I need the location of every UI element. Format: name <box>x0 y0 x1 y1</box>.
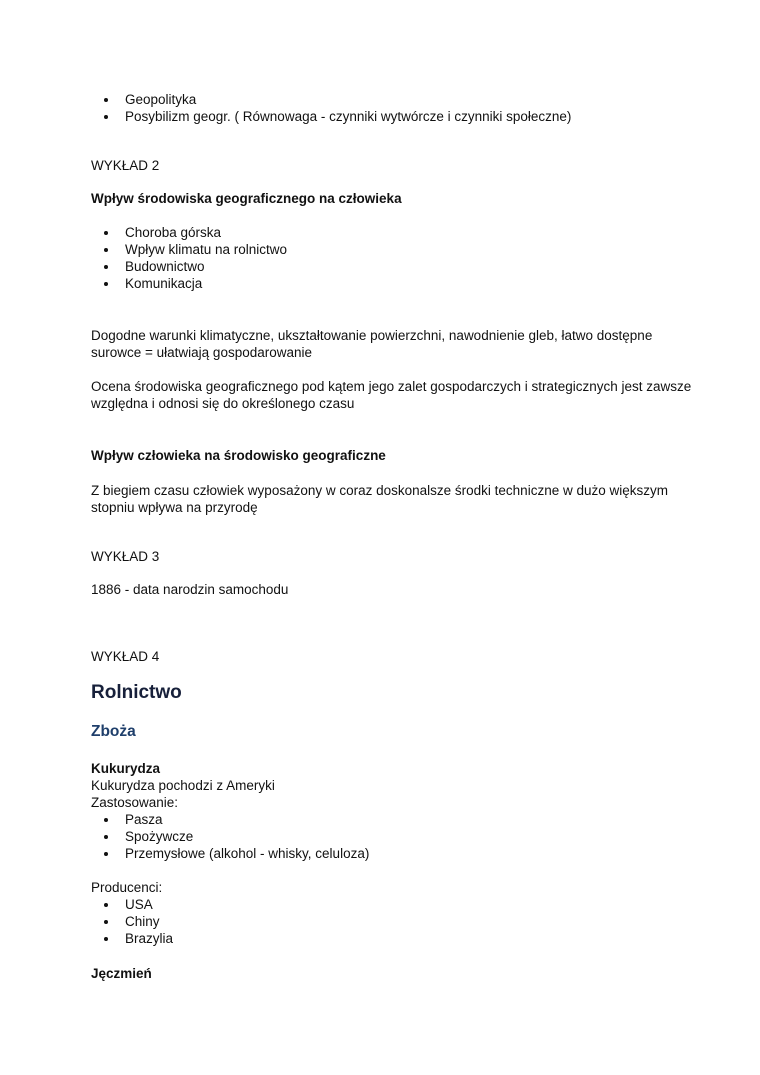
list-item: Choroba górska <box>91 224 700 241</box>
paragraph-line: Z biegiem czasu człowiek wyposażony w coraz doskonalsze środki techniczne w dużo większym <box>91 483 668 498</box>
maize-origin: Kukurydza pochodzi z Ameryki <box>91 778 275 793</box>
crop-heading-barley: Jęczmień <box>91 966 152 981</box>
paragraph-line: względna i odnosi się do określonego czasu <box>91 396 355 411</box>
list-item: Chiny <box>91 913 700 930</box>
list-item: Brazylia <box>91 930 700 947</box>
section-heading-human-on-environment: Wpływ człowieka na środowisko geograficzne <box>91 448 386 463</box>
car-birth-fact: 1886 - data narodzin samochodu <box>91 582 289 597</box>
list-item: Przemysłowe (alkohol - whisky, celuloza) <box>91 845 700 862</box>
list-item: USA <box>91 896 700 913</box>
producers-bullet-list <box>91 896 700 947</box>
uses-bullet-list <box>91 811 700 862</box>
heading-agriculture: Rolnictwo <box>91 682 182 703</box>
lecture-2-label: WYKŁAD 2 <box>91 158 160 173</box>
paragraph-line: Dogodne warunki klimatyczne, ukształtowanie powierzchni, nawodnienie gleb, łatwo dostępne <box>91 328 653 343</box>
list-item: Spożywcze <box>91 828 700 845</box>
paragraph-environment-evaluation <box>91 378 700 412</box>
list-item: Wpływ klimatu na rolnictwo <box>91 241 700 258</box>
section-heading-environment-on-human: Wpływ środowiska geograficznego na człowieka <box>91 191 402 206</box>
crop-heading-maize: Kukurydza <box>91 761 161 776</box>
producers-label: Producenci: <box>91 880 163 895</box>
lecture-4-label: WYKŁAD 4 <box>91 649 160 664</box>
paragraph-line: surowce = ułatwiają gospodarowanie <box>91 345 313 360</box>
list-item: Posybilizm geogr. ( Równowaga - czynniki wytwórcze i czynniki społeczne) <box>91 108 700 125</box>
subheading-cereals: Zboża <box>91 723 136 740</box>
list-item: Geopolityka <box>91 91 700 108</box>
paragraph-line: Ocena środowiska geograficznego pod kątem jego zalet gospodarczych i strategicznych jest zawsze <box>91 379 692 394</box>
maize-section <box>91 760 700 862</box>
top-bullet-list <box>91 91 700 125</box>
paragraph-climate-conditions <box>91 327 700 361</box>
paragraph-technical-means <box>91 482 700 516</box>
uses-label: Zastosowanie: <box>91 795 179 810</box>
list-item: Pasza <box>91 811 700 828</box>
producers-section <box>91 879 700 947</box>
list-item: Budownictwo <box>91 258 700 275</box>
paragraph-line: stopniu wpływa na przyrodę <box>91 500 258 515</box>
list-item: Komunikacja <box>91 275 700 292</box>
influence-bullet-list <box>91 224 700 292</box>
lecture-3-label: WYKŁAD 3 <box>91 549 160 564</box>
